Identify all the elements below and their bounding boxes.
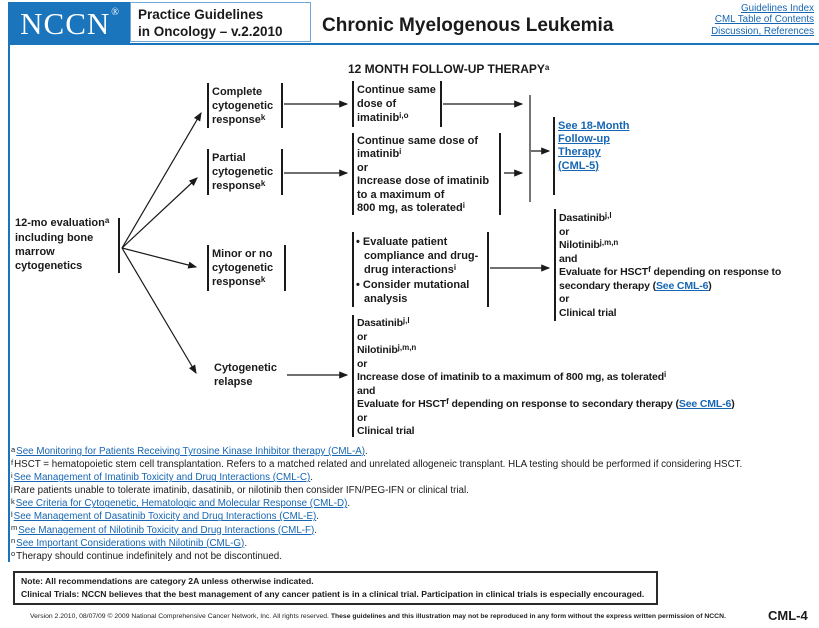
- text-segment: imatinib: [357, 112, 400, 124]
- text-segment: compliance and drug-: [364, 250, 479, 262]
- text-line: [357, 358, 735, 372]
- inline-link[interactable]: See Criteria for Cytogenetic, Hematologic and Molecular Response (CML-D): [15, 498, 348, 510]
- nav-link-guidelines-index[interactable]: Guidelines Index: [741, 3, 814, 14]
- superscript: k: [11, 496, 15, 506]
- text-segment: response: [212, 180, 261, 192]
- text-line: [357, 97, 436, 111]
- footnotes: [11, 445, 742, 563]
- text-line: [558, 146, 630, 159]
- text-line: [559, 239, 781, 253]
- superscript: j,l: [402, 315, 410, 325]
- text-line: [11, 550, 742, 563]
- superscript: j: [11, 483, 13, 493]
- text-segment: • Consider mutational: [356, 279, 470, 291]
- text-line: [357, 331, 735, 345]
- superscript: k: [260, 178, 266, 188]
- superscript: a: [11, 444, 16, 454]
- text-segment: Evaluate for HSCT: [559, 266, 649, 278]
- text-segment: Cytogenetic: [214, 362, 277, 374]
- node-continue-same-dose: [357, 83, 436, 126]
- text-line: [15, 245, 109, 259]
- text-line: [357, 202, 489, 215]
- text-segment: .: [310, 472, 313, 484]
- text-segment: Minor or no: [212, 248, 273, 260]
- text-line: [212, 85, 273, 99]
- inline-link[interactable]: See CML-6: [678, 398, 732, 410]
- superscript: j,m,n: [599, 237, 619, 247]
- text-line: [558, 120, 630, 133]
- text-line: [356, 278, 478, 292]
- text-segment: or: [357, 330, 368, 343]
- node-bar: [499, 133, 501, 215]
- node-bar: [352, 315, 354, 437]
- text-segment: and: [357, 384, 376, 397]
- inline-link[interactable]: See Important Considerations with Nilotinib (CML-G): [16, 537, 245, 549]
- text-line: [212, 247, 273, 261]
- node-bar: [281, 149, 283, 195]
- superscript: j,l: [604, 210, 612, 220]
- registered-mark-icon: ®: [111, 7, 119, 18]
- node-bar: [352, 232, 354, 307]
- text-line: [11, 524, 742, 537]
- text-segment: Continue same: [357, 84, 436, 96]
- text-segment: .: [347, 498, 351, 510]
- node-continue-or-increase: [357, 135, 489, 215]
- text-line: [212, 275, 273, 290]
- left-page-rule: [8, 2, 10, 562]
- text-line: [559, 280, 781, 294]
- text-segment: or: [559, 225, 570, 238]
- text-segment: (CML-5): [558, 159, 599, 172]
- note-line-2: Clinical Trials: NCCN believes that the best management of any cancer patient is in a clinical trial. Participation in clinical trials is especially encouraged.: [21, 588, 645, 599]
- text-segment: Dasatinib: [559, 212, 605, 224]
- node-relapse-treatment: [357, 317, 735, 439]
- text-segment: secondary therapy (: [559, 279, 656, 292]
- nccn-logo-text: NCCN: [20, 5, 111, 41]
- text-segment: Follow-up: [558, 133, 610, 146]
- text-line: [559, 293, 781, 307]
- text-segment: Clinical trial: [559, 306, 617, 319]
- node-bar: [207, 83, 209, 128]
- text-line: [559, 212, 781, 226]
- text-line: [357, 371, 735, 385]
- node-bar: [281, 83, 283, 128]
- superscript: j,m,n: [397, 342, 417, 352]
- text-line: [357, 162, 489, 175]
- text-segment: ): [708, 279, 712, 292]
- text-line: [357, 148, 489, 161]
- superscript: a: [544, 62, 550, 72]
- text-segment: or: [357, 411, 368, 424]
- text-segment: Therapy should continue indefinitely and not be discontinued.: [16, 550, 282, 562]
- text-segment: response: [212, 114, 261, 126]
- text-line: [357, 398, 735, 412]
- node-cytogenetic-relapse: [214, 361, 277, 389]
- text-line: [558, 133, 630, 146]
- product-title-box: [130, 2, 311, 42]
- node-complete-response: [212, 85, 273, 128]
- text-line: [357, 412, 735, 426]
- text-segment: drug interactions: [364, 264, 454, 276]
- text-segment: Partial: [212, 152, 246, 164]
- superscript: i: [453, 262, 457, 272]
- superscript: i: [399, 146, 402, 156]
- node-bar: [207, 149, 209, 195]
- nav-link-cml-toc[interactable]: CML Table of Contents: [714, 14, 814, 26]
- text-segment: 800 mg, as tolerated: [357, 202, 463, 215]
- text-segment: cytogenetics: [15, 260, 83, 272]
- superscript: n: [11, 536, 16, 546]
- header-divider: [8, 43, 819, 45]
- text-segment: Complete: [212, 86, 263, 98]
- text-line: [212, 99, 273, 113]
- text-segment: See 18-Month: [558, 120, 630, 132]
- text-line: [357, 189, 489, 202]
- text-line: [357, 175, 489, 188]
- footer-copyright: [30, 613, 726, 620]
- text-line: [357, 317, 735, 331]
- text-segment: • Evaluate patient: [356, 236, 448, 248]
- text-line: [356, 235, 478, 249]
- text-line: [356, 263, 478, 278]
- node-evaluate-compliance: [356, 235, 478, 306]
- inline-link[interactable]: See Management of Imatinib Toxicity and Drug Interactions (CML-C): [13, 472, 311, 484]
- superscript: l: [11, 509, 13, 519]
- text-line: [357, 135, 489, 148]
- text-segment: and: [559, 252, 578, 265]
- text-line: [559, 266, 781, 280]
- text-line: [11, 445, 742, 458]
- text-segment: Dasatinib: [357, 317, 403, 329]
- text-line: [559, 253, 781, 267]
- text-segment: HSCT = hematopoietic stem cell transplantation. Refers to a matched related and unrelated allogeneic transplant. HLA testing should be performed if considering HSCT.: [14, 459, 743, 471]
- node-bar: [352, 133, 354, 215]
- node-bar: [440, 81, 442, 127]
- text-line: [357, 83, 436, 97]
- section-title: [348, 62, 549, 76]
- text-line: [212, 113, 273, 128]
- footer-rights: These guidelines and this illustration may not be reproduced in any form without the express written permission of NCCN.: [330, 613, 726, 620]
- node-bar: [207, 245, 209, 291]
- text-segment: Nilotinib: [357, 344, 398, 356]
- text-line: [11, 458, 742, 471]
- text-line: [212, 151, 273, 165]
- footer-version: Version 2.2010, 08/07/09 © 2009 National Comprehensive Cancer Network, Inc. All rights reserved.: [30, 613, 331, 620]
- text-segment: Increase dose of imatinib: [357, 175, 490, 188]
- node-bar: [553, 117, 555, 195]
- node-minor-response: [212, 247, 273, 290]
- text-segment: 12-mo evaluation: [15, 217, 105, 229]
- text-segment: relapse: [214, 376, 253, 388]
- product-line-2: in Oncology – v.2.2010: [138, 24, 283, 39]
- nav-link-discussion-references[interactable]: Discussion, References: [711, 25, 814, 37]
- text-segment: to a maximum of: [357, 188, 445, 201]
- link-see-18-month-followup-cml5[interactable]: [558, 120, 630, 173]
- text-segment: .: [365, 446, 368, 457]
- text-segment: Evaluate for HSCT: [357, 398, 447, 410]
- text-segment: depending on response to: [650, 266, 782, 278]
- text-line: [212, 261, 273, 275]
- text-line: [357, 425, 735, 439]
- text-segment: Clinical trial: [357, 425, 415, 437]
- superscript: o: [11, 549, 16, 559]
- text-segment: analysis: [364, 293, 408, 305]
- text-segment: 12 MONTH FOLLOW-UP THERAPY: [348, 62, 545, 76]
- product-line-1: Practice Guidelines: [138, 7, 264, 22]
- text-line: [11, 484, 742, 497]
- text-segment: cytogenetic: [212, 262, 274, 274]
- inline-link[interactable]: See Management of Nilotinib Toxicity and Drug Interactions (CML-F): [18, 524, 315, 536]
- note-line-1: Note: All recommendations are category 2A unless otherwise indicated.: [21, 576, 314, 586]
- text-segment: depending on response to secondary therapy (: [448, 398, 679, 410]
- node-partial-response: [212, 151, 273, 194]
- text-segment: response: [212, 276, 261, 288]
- text-segment: imatinib: [357, 148, 400, 161]
- text-segment: including bone: [15, 232, 94, 244]
- superscript: i: [462, 200, 466, 210]
- node-bar: [352, 81, 354, 127]
- text-segment: Nilotinib: [559, 239, 600, 251]
- text-line: [357, 344, 735, 358]
- inline-link[interactable]: See Monitoring for Patients Receiving Tyrosine Kinase Inhibitor therapy (CML-A): [16, 446, 366, 457]
- text-segment: or: [357, 357, 368, 370]
- superscript: m: [11, 523, 18, 533]
- text-segment: .: [314, 524, 318, 536]
- superscript: i: [11, 470, 13, 480]
- superscript: k: [260, 112, 266, 122]
- text-line: [11, 497, 742, 510]
- text-line: [214, 361, 277, 375]
- text-line: [11, 510, 742, 523]
- page-title: Chronic Myelogenous Leukemia: [322, 15, 614, 36]
- node-bar: [284, 245, 286, 291]
- node-bar: [487, 232, 489, 307]
- node-bar: [118, 218, 120, 273]
- text-segment: Rare patients unable to tolerate imatinib, dasatinib, or nilotinib then consider IFN/PEG-IFN or clinical trial.: [13, 485, 469, 497]
- text-segment: .: [244, 537, 248, 549]
- text-line: [348, 62, 549, 76]
- text-line: [11, 537, 742, 550]
- text-line: [357, 111, 436, 126]
- text-line: [558, 160, 630, 173]
- text-segment: or: [559, 293, 570, 305]
- superscript: i: [663, 369, 667, 379]
- text-segment: Continue same dose of: [357, 135, 479, 147]
- text-segment: Therapy: [558, 146, 601, 159]
- superscript: k: [260, 274, 266, 284]
- text-line: [559, 226, 781, 240]
- text-line: [15, 231, 109, 245]
- text-segment: marrow: [15, 246, 55, 258]
- text-segment: .: [316, 511, 319, 523]
- text-line: [356, 249, 478, 263]
- text-line: [357, 385, 735, 399]
- text-segment: ): [731, 398, 735, 410]
- node-secondary-therapy: [559, 212, 781, 320]
- superscript: f: [446, 396, 449, 406]
- superscript: f: [648, 264, 651, 274]
- text-line: [15, 259, 109, 273]
- text-segment: Increase dose of imatinib to a maximum of 800 mg, as tolerated: [357, 371, 664, 383]
- node-12mo-evaluation: [15, 216, 109, 273]
- inline-link[interactable]: See Management of Dasatinib Toxicity and Drug Interactions (CML-E): [13, 511, 317, 523]
- superscript: i,o: [399, 110, 409, 120]
- text-segment: or: [357, 161, 368, 174]
- text-line: [212, 165, 273, 179]
- text-line: [11, 471, 742, 484]
- note-box: [13, 571, 658, 605]
- header-nav: [711, 3, 814, 37]
- text-segment: dose of: [357, 98, 397, 110]
- text-line: [214, 375, 277, 389]
- text-segment: cytogenetic: [212, 100, 274, 112]
- text-line: [212, 179, 273, 194]
- inline-link[interactable]: See CML-6: [655, 279, 709, 292]
- text-segment: cytogenetic: [212, 166, 274, 178]
- nccn-logo: [8, 2, 130, 45]
- superscript: f: [11, 457, 14, 467]
- text-line: [356, 292, 478, 306]
- node-bar: [554, 209, 556, 321]
- page-number: CML-4: [768, 608, 808, 623]
- text-line: [15, 216, 109, 231]
- superscript: a: [104, 215, 110, 225]
